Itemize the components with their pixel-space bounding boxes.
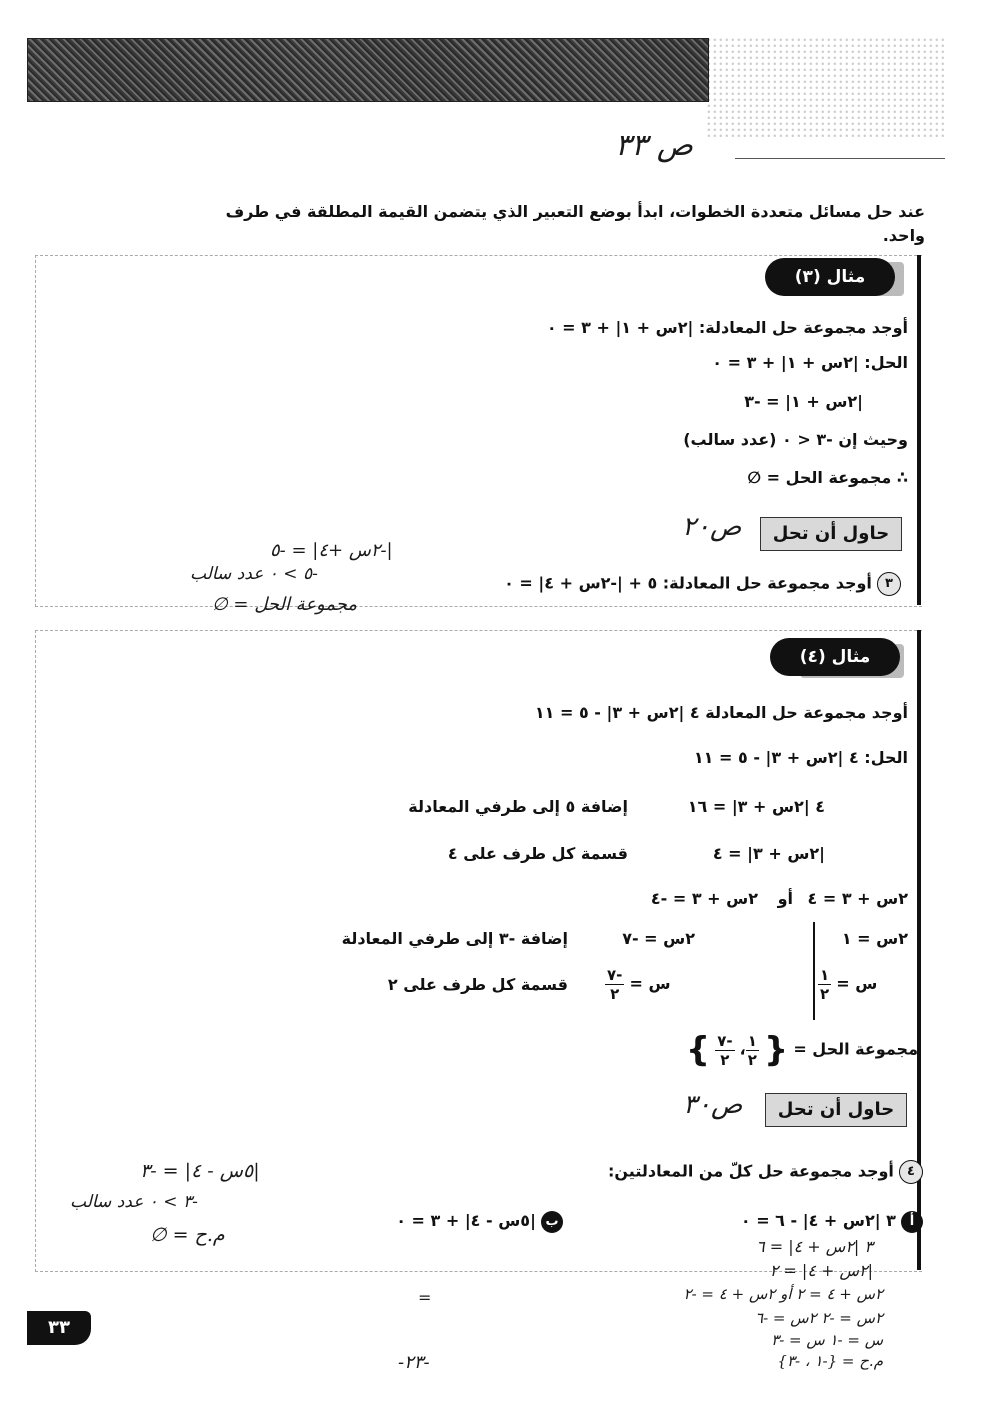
case-a-step3-prefix: س = xyxy=(836,974,878,993)
case-b-step2: ٢س = -٧ xyxy=(622,929,695,948)
header-banner xyxy=(27,38,709,102)
example4-step2-note: إضافة ٥ إلى طرفي المعادلة xyxy=(408,797,628,816)
case-a-eq: ٢س + ٣ = ٤ xyxy=(807,889,908,908)
example4-step3: |٢س + ٣| = ٤ xyxy=(712,844,825,863)
example3-task: أوجد مجموعة حل المعادلة: |٢س + ١| + ٣ = ٠ xyxy=(546,318,908,337)
part-a-hw-line4: ٢س = -٢ ٢س = -٦ xyxy=(755,1309,883,1327)
part-b-hw-line3: م.ح = ∅ xyxy=(150,1224,225,1246)
solution-num-1: ١ xyxy=(747,1031,757,1050)
example3-try-label: حاول أن تحل xyxy=(760,517,902,551)
intro-text: عند حل مسائل متعددة الخطوات، ابدأ بوضع التعبير الذي يتضمن القيمة المطلقة في طرف واحد. xyxy=(225,202,925,245)
case-a-step3 xyxy=(818,966,877,1003)
header-texture xyxy=(707,38,947,138)
solution-fraction-2 xyxy=(715,1032,734,1069)
part-a-hw-line2: |٢س + ٤| = ٢ xyxy=(769,1261,873,1280)
case-a-step2: ٢س = ١ xyxy=(841,929,908,948)
example3-step3: وحيث إن -٣ < ٠ (عدد سالب) xyxy=(683,430,908,449)
case-b-step3-note: قسمة كل طرف على ٢ xyxy=(387,975,568,994)
or-word: أو xyxy=(777,889,793,908)
example4-step2: ٤ |٢س + ٣| = ١٦ xyxy=(687,797,825,816)
solution-den-1: ٢ xyxy=(747,1050,757,1069)
example4-step3-note: قسمة كل طرف على ٤ xyxy=(447,844,628,863)
example3-try-handnote: ص٢٠ xyxy=(682,512,742,542)
solution-fraction-1 xyxy=(746,1032,759,1069)
example4-try-label: حاول أن تحل xyxy=(765,1093,907,1127)
example3-step4: ∴ مجموعة الحل = ∅ xyxy=(747,468,908,487)
header-rule xyxy=(735,158,945,159)
example3-step2: |٢س + ١| = -٣ xyxy=(744,392,863,411)
example4-try-handnote: ص٣٠ xyxy=(683,1090,743,1120)
handwritten-page-number: -٢٣- xyxy=(398,1352,430,1373)
exercise-number-badge: ٤ xyxy=(899,1160,923,1184)
example3-hw-line3: مجموعة الحل = ∅ xyxy=(212,594,358,615)
stray-mark: = xyxy=(418,1288,432,1307)
example4-step1: الحل: ٤ |٢س + ٣| - ٥ = ١١ xyxy=(693,748,908,767)
example3-exercise-row xyxy=(504,572,901,596)
example3-step1: الحل: |٢س + ١| + ٣ = ٠ xyxy=(712,353,908,372)
case-a-num: ١ xyxy=(820,966,830,984)
case-divider xyxy=(813,922,815,1020)
case-a-fraction xyxy=(818,966,831,1003)
part-a-equation: ٣ |٢س + ٤| - ٦ = ٠ xyxy=(740,1211,896,1230)
part-a-badge: أ xyxy=(901,1211,923,1233)
part-a-hw-line5: س = -١ س = -٣ xyxy=(771,1331,883,1349)
case-b-eq: ٢س + ٣ = -٤ xyxy=(650,889,758,908)
part-a-hw-line1: ٣ |٢س + ٤| = ٦ xyxy=(756,1237,873,1256)
handwritten-page-ref: ص ٣٣ xyxy=(615,128,694,163)
solution-set-label: مجموعة الحل = xyxy=(793,1039,918,1059)
case-b-den: ٢ xyxy=(610,985,620,1003)
case-b-num: -٧ xyxy=(607,966,623,984)
exercise-number-badge: ٣ xyxy=(877,572,901,596)
part-b-badge: ب xyxy=(541,1211,563,1233)
case-b-fraction xyxy=(605,966,624,1003)
solution-den-2: ٢ xyxy=(720,1050,730,1069)
part-a-hw-line6: م.ح = {-١ ، -٣} xyxy=(777,1352,883,1370)
example4-label: مثال (٤) xyxy=(770,638,900,676)
solution-num-2: -٧ xyxy=(717,1031,733,1050)
part-b-equation: |٥س - ٤| + ٣ = ٠ xyxy=(396,1211,536,1230)
case-b-step3-prefix: س = xyxy=(629,974,671,993)
part-a-hw-line3: ٢س + ٤ = ٢ أو ٢س + ٤ = -٢ xyxy=(683,1285,883,1303)
part-b-row xyxy=(396,1210,563,1233)
example4-task: أوجد مجموعة حل المعادلة ٤ |٢س + ٣| - ٥ = ١١ xyxy=(534,703,908,722)
case-a-den: ٢ xyxy=(820,985,830,1003)
example4-exercise-row xyxy=(608,1160,923,1184)
part-b-hw-line2: -٣ > ٠ عدد سالب xyxy=(70,1192,198,1212)
part-b-hw-line1: |٥س - ٤| = -٣ xyxy=(140,1160,260,1182)
example3-side-bar xyxy=(917,255,921,605)
example3-hw-line1: |-٢س +٤| = -٥ xyxy=(270,540,393,561)
page-number: ٣٣ xyxy=(27,1311,91,1345)
case-b-step2-note: إضافة -٣ إلى طرفي المعادلة xyxy=(341,929,568,948)
case-b-step3 xyxy=(605,966,671,1003)
example3-label: مثال (٣) xyxy=(765,258,895,296)
solution-set-row: مجموعة الحل = { $\frac{١}{٢}$ ، $\frac{-٧}{٢}$ } xyxy=(685,1030,918,1070)
part-a-row xyxy=(741,1210,923,1233)
example3-hw-line2: -٥ > ٠ عدد سالب xyxy=(190,564,318,584)
example3-exercise: أوجد مجموعة حل المعادلة: ٥ + |-٢س + ٤| = ٠ xyxy=(504,573,872,593)
example4-exercise: أوجد مجموعة حل كلّ من المعادلتين: xyxy=(607,1161,894,1181)
